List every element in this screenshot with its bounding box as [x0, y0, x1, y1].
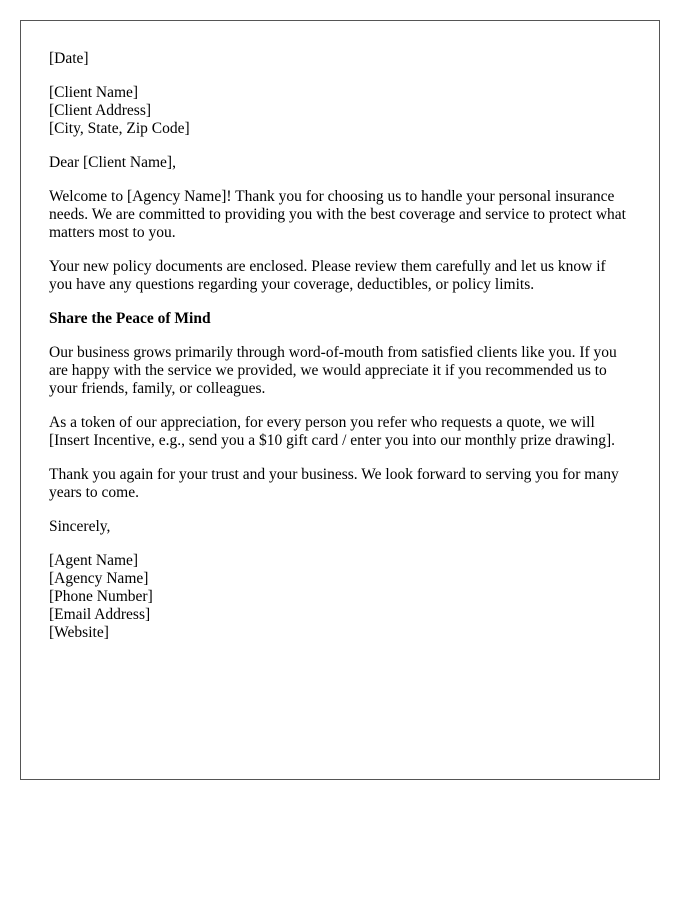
- email-address: [Email Address]: [49, 606, 151, 623]
- agent-name: [Agent Name]: [49, 552, 139, 569]
- signature-block: [49, 552, 631, 642]
- closing: Sincerely,: [49, 518, 111, 535]
- letter-date: [Date]: [49, 50, 89, 67]
- recipient-city-state-zip: [City, State, Zip Code]: [49, 120, 190, 137]
- section-heading: Share the Peace of Mind: [49, 310, 211, 327]
- agency-name: [Agency Name]: [49, 570, 149, 587]
- paragraph-thank-you: Thank you again for your trust and your business. We look forward to serving you for many years to come.: [49, 466, 619, 501]
- phone-number: [Phone Number]: [49, 588, 153, 605]
- letter-page: [20, 20, 660, 780]
- recipient-address-block: [49, 84, 631, 138]
- salutation: Dear [Client Name],: [49, 154, 176, 171]
- recipient-address: [Client Address]: [49, 102, 152, 119]
- website: [Website]: [49, 624, 109, 641]
- recipient-name: [Client Name]: [49, 84, 139, 101]
- paragraph-incentive: As a token of our appreciation, for every person you refer who requests a quote, we will [Insert Incentive, e.g., send you a $10 gift card / enter you into our monthly prize drawing].: [49, 414, 616, 449]
- paragraph-referral-request: Our business grows primarily through word-of-mouth from satisfied clients like you. If you are happy with the service we provided, we would appreciate it if you recommended us to your friends, family, or colleagues.: [49, 344, 617, 397]
- paragraph-policy-documents: Your new policy documents are enclosed. Please review them carefully and let us know if you have any questions regarding your coverage, deductibles, or policy limits.: [49, 258, 606, 293]
- paragraph-welcome: Welcome to [Agency Name]! Thank you for choosing us to handle your personal insurance needs. We are committed to providing you with the best coverage and service to protect what matters most to you.: [49, 188, 626, 241]
